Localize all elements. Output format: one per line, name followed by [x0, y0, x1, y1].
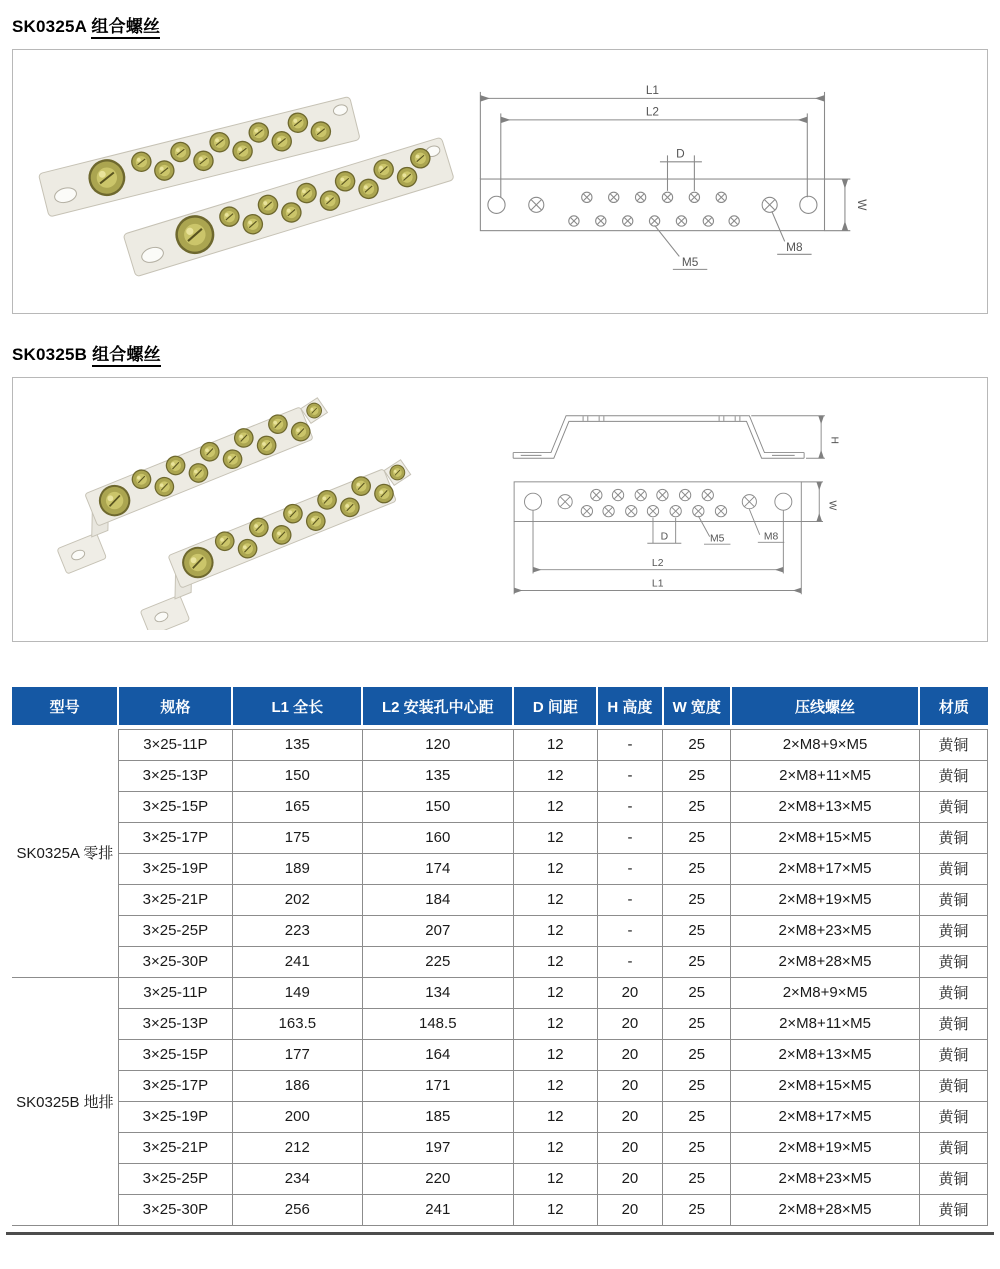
h-cell: -: [597, 791, 662, 822]
w-cell: 25: [663, 977, 731, 1008]
table-row: [12, 884, 988, 915]
table-row: [12, 1070, 988, 1101]
table-row: [12, 1039, 988, 1070]
w-cell: 25: [663, 946, 731, 977]
l1-cell: 241: [232, 946, 362, 977]
material-cell: 黄铜: [919, 1101, 987, 1132]
screws-cell: 2×M8+9×M5: [731, 729, 919, 760]
screws-cell: 2×M8+11×M5: [731, 760, 919, 791]
l1-cell: 189: [232, 853, 362, 884]
header-l1: L1 全长: [232, 687, 362, 725]
screws-cell: 2×M8+28×M5: [731, 946, 919, 977]
dim-label-m5: M5: [681, 254, 699, 269]
table-row: [12, 946, 988, 977]
w-cell: 25: [663, 822, 731, 853]
w-cell: 25: [663, 1008, 731, 1039]
l2-cell: 164: [362, 1039, 513, 1070]
h-cell: -: [597, 884, 662, 915]
material-cell: 黄铜: [919, 1070, 987, 1101]
l1-cell: 150: [232, 760, 362, 791]
l2-cell: 160: [362, 822, 513, 853]
dim-label-d: D: [660, 531, 669, 543]
l2-cell: 171: [362, 1070, 513, 1101]
dim-label-m5: M5: [710, 533, 725, 545]
l1-cell: 202: [232, 884, 362, 915]
spec-cell: 3×25-15P: [118, 1039, 232, 1070]
section-b-title: [12, 340, 988, 365]
h-cell: 20: [597, 1163, 662, 1194]
table-row: [12, 977, 988, 1008]
material-cell: 黄铜: [919, 884, 987, 915]
dim-label-d: D: [676, 146, 685, 161]
spec-cell: 3×25-11P: [118, 729, 232, 760]
l2-cell: 220: [362, 1163, 513, 1194]
l2-cell: 134: [362, 977, 513, 1008]
spec-cell: 3×25-13P: [118, 760, 232, 791]
h-cell: 20: [597, 1132, 662, 1163]
h-cell: 20: [597, 1008, 662, 1039]
spec-cell: 3×25-17P: [118, 1070, 232, 1101]
l2-cell: 174: [362, 853, 513, 884]
l1-cell: 177: [232, 1039, 362, 1070]
dim-label-l2: L2: [645, 104, 660, 119]
h-cell: 20: [597, 1070, 662, 1101]
header-h: H 高度: [597, 687, 662, 725]
model-cell-sk0325b: SK0325B 地排: [12, 977, 118, 1225]
h-cell: -: [597, 853, 662, 884]
table-row: [12, 1008, 988, 1039]
screws-cell: 2×M8+13×M5: [731, 1039, 919, 1070]
d-cell: 12: [513, 1132, 597, 1163]
l1-cell: 212: [232, 1132, 362, 1163]
material-cell: 黄铜: [919, 1008, 987, 1039]
l2-cell: 120: [362, 729, 513, 760]
table-row: [12, 1132, 988, 1163]
d-cell: 12: [513, 946, 597, 977]
d-cell: 12: [513, 822, 597, 853]
spec-cell: 3×25-30P: [118, 946, 232, 977]
material-cell: 黄铜: [919, 729, 987, 760]
d-cell: 12: [513, 1070, 597, 1101]
l1-cell: 165: [232, 791, 362, 822]
section-a-title: [12, 12, 988, 37]
d-cell: 12: [513, 729, 597, 760]
dim-label-m8: M8: [786, 239, 803, 254]
h-cell: 20: [597, 1194, 662, 1225]
l1-cell: 163.5: [232, 1008, 362, 1039]
page-bottom-rule: [6, 1232, 994, 1235]
d-cell: 12: [513, 884, 597, 915]
dim-label-m8: M8: [763, 531, 779, 543]
screws-cell: 2×M8+13×M5: [731, 791, 919, 822]
h-cell: -: [597, 822, 662, 853]
table-row: [12, 1101, 988, 1132]
dim-label-l1: L1: [645, 82, 660, 97]
l1-cell: 234: [232, 1163, 362, 1194]
l1-cell: 200: [232, 1101, 362, 1132]
l1-cell: 135: [232, 729, 362, 760]
w-cell: 25: [663, 1101, 731, 1132]
technical-drawing-sk0325a: [461, 66, 977, 297]
l2-cell: 225: [362, 946, 513, 977]
product-photo-sk0325b: [13, 389, 461, 631]
l1-cell: 175: [232, 822, 362, 853]
dim-label-w: W: [826, 500, 838, 511]
l2-cell: 197: [362, 1132, 513, 1163]
spec-cell: 3×25-11P: [118, 977, 232, 1008]
table-row: [12, 760, 988, 791]
model-cell-sk0325a: SK0325A 零排: [12, 729, 118, 977]
d-cell: 12: [513, 791, 597, 822]
table-row: [12, 729, 988, 760]
section-b-code: SK0325B: [12, 345, 88, 364]
l1-cell: 223: [232, 915, 362, 946]
header-model: 型号: [12, 687, 118, 725]
material-cell: 黄铜: [919, 1194, 987, 1225]
screws-cell: 2×M8+17×M5: [731, 853, 919, 884]
spec-cell: 3×25-17P: [118, 822, 232, 853]
screws-cell: 2×M8+19×M5: [731, 884, 919, 915]
product-photo-sk0325a: [13, 61, 461, 303]
d-cell: 12: [513, 760, 597, 791]
h-cell: -: [597, 729, 662, 760]
header-screws: 压线螺丝: [731, 687, 919, 725]
spec-table: [12, 687, 988, 1226]
h-cell: 20: [597, 1101, 662, 1132]
spec-cell: 3×25-25P: [118, 1163, 232, 1194]
spec-cell: 3×25-13P: [118, 1008, 232, 1039]
l2-cell: 185: [362, 1101, 513, 1132]
w-cell: 25: [663, 1039, 731, 1070]
w-cell: 25: [663, 1070, 731, 1101]
material-cell: 黄铜: [919, 946, 987, 977]
l2-cell: 207: [362, 915, 513, 946]
spec-cell: 3×25-19P: [118, 853, 232, 884]
w-cell: 25: [663, 915, 731, 946]
section-b-figure-box: [12, 377, 988, 642]
screws-cell: 2×M8+9×M5: [731, 977, 919, 1008]
w-cell: 25: [663, 729, 731, 760]
w-cell: 25: [663, 853, 731, 884]
spec-cell: 3×25-15P: [118, 791, 232, 822]
spec-cell: 3×25-21P: [118, 1132, 232, 1163]
h-cell: -: [597, 946, 662, 977]
screws-cell: 2×M8+11×M5: [731, 1008, 919, 1039]
table-row: [12, 853, 988, 884]
header-w: W 宽度: [663, 687, 731, 725]
l2-cell: 148.5: [362, 1008, 513, 1039]
section-a-code: SK0325A: [12, 17, 87, 36]
header-l2: L2 安装孔中心距: [362, 687, 513, 725]
d-cell: 12: [513, 1163, 597, 1194]
material-cell: 黄铜: [919, 853, 987, 884]
dim-label-l1: L1: [651, 578, 664, 590]
w-cell: 25: [663, 791, 731, 822]
w-cell: 25: [663, 884, 731, 915]
screws-cell: 2×M8+23×M5: [731, 915, 919, 946]
table-header: [12, 687, 988, 725]
d-cell: 12: [513, 1039, 597, 1070]
l1-cell: 186: [232, 1070, 362, 1101]
table-row: [12, 1163, 988, 1194]
h-cell: -: [597, 760, 662, 791]
section-a-name: 组合螺丝: [91, 17, 160, 39]
header-material: 材质: [919, 687, 987, 725]
technical-drawing-sk0325b: [461, 394, 977, 625]
l1-cell: 256: [232, 1194, 362, 1225]
w-cell: 25: [663, 1194, 731, 1225]
material-cell: 黄铜: [919, 791, 987, 822]
screws-cell: 2×M8+15×M5: [731, 1070, 919, 1101]
header-spec: 规格: [118, 687, 232, 725]
l2-cell: 184: [362, 884, 513, 915]
w-cell: 25: [663, 1163, 731, 1194]
d-cell: 12: [513, 1101, 597, 1132]
screws-cell: 2×M8+15×M5: [731, 822, 919, 853]
material-cell: 黄铜: [919, 822, 987, 853]
material-cell: 黄铜: [919, 760, 987, 791]
material-cell: 黄铜: [919, 1132, 987, 1163]
table-row: [12, 822, 988, 853]
screws-cell: 2×M8+23×M5: [731, 1163, 919, 1194]
table-row: [12, 791, 988, 822]
section-b-name: 组合螺丝: [92, 345, 161, 367]
header-d: D 间距: [513, 687, 597, 725]
spec-cell: 3×25-21P: [118, 884, 232, 915]
dim-label-h: H: [828, 436, 840, 444]
d-cell: 12: [513, 977, 597, 1008]
w-cell: 25: [663, 1132, 731, 1163]
w-cell: 25: [663, 760, 731, 791]
screws-cell: 2×M8+28×M5: [731, 1194, 919, 1225]
material-cell: 黄铜: [919, 977, 987, 1008]
material-cell: 黄铜: [919, 1163, 987, 1194]
d-cell: 12: [513, 1008, 597, 1039]
h-cell: 20: [597, 1039, 662, 1070]
spec-cell: 3×25-30P: [118, 1194, 232, 1225]
material-cell: 黄铜: [919, 915, 987, 946]
h-cell: -: [597, 915, 662, 946]
screws-cell: 2×M8+19×M5: [731, 1132, 919, 1163]
d-cell: 12: [513, 915, 597, 946]
d-cell: 12: [513, 1194, 597, 1225]
table-row: [12, 1194, 988, 1225]
spec-cell: 3×25-19P: [118, 1101, 232, 1132]
d-cell: 12: [513, 853, 597, 884]
l1-cell: 149: [232, 977, 362, 1008]
table-row: [12, 915, 988, 946]
screws-cell: 2×M8+17×M5: [731, 1101, 919, 1132]
material-cell: 黄铜: [919, 1039, 987, 1070]
l2-cell: 135: [362, 760, 513, 791]
dim-label-w: W: [854, 199, 869, 211]
dim-label-l2: L2: [651, 557, 664, 569]
section-a-figure-box: [12, 49, 988, 314]
l2-cell: 241: [362, 1194, 513, 1225]
l2-cell: 150: [362, 791, 513, 822]
spec-cell: 3×25-25P: [118, 915, 232, 946]
h-cell: 20: [597, 977, 662, 1008]
